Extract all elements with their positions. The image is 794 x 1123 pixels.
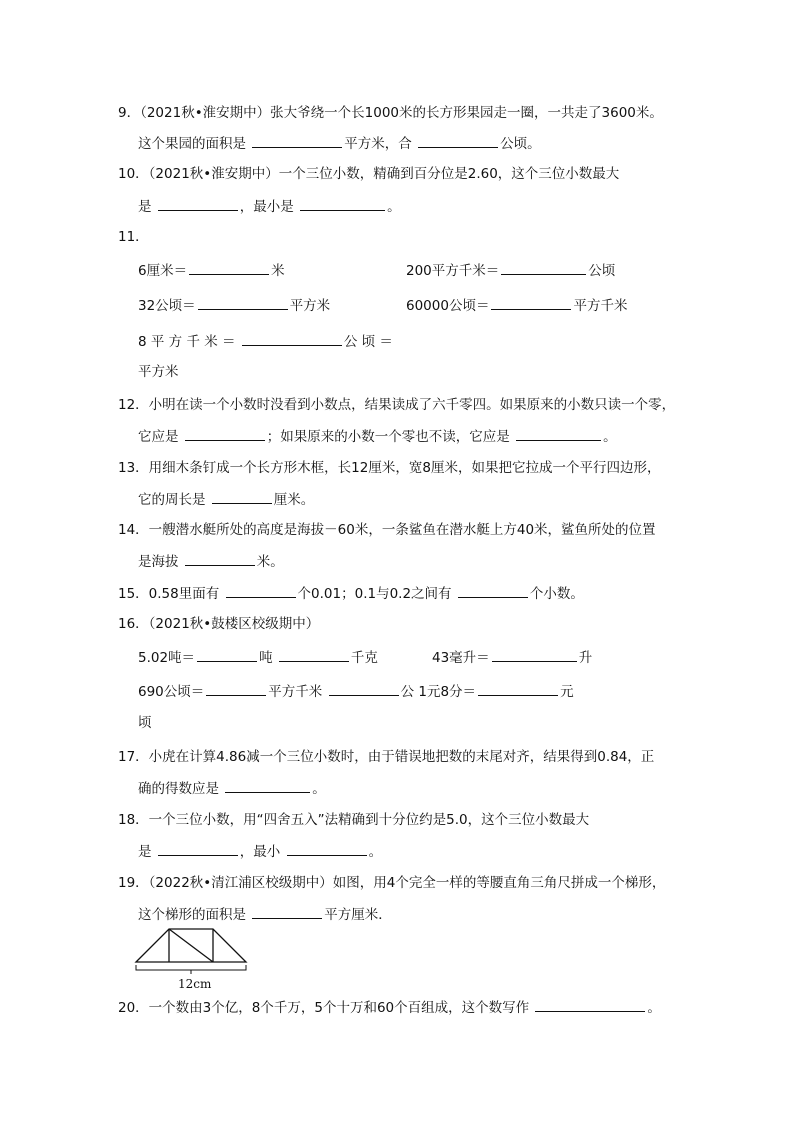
q12-line2: 它应是 ；如果原来的小数一个零也不读，它应是 。 (138, 426, 617, 447)
q17-line1: 17．小虎在计算4.86减一个三位小数时，由于错误地把数的末尾对齐，结果得到0.84，正 (118, 749, 655, 765)
q16-blank-1[interactable] (197, 647, 257, 662)
q9-blank-2[interactable] (418, 133, 498, 148)
q18-line2: 是 ，最小 。 (138, 841, 382, 862)
q16-blank-5[interactable] (329, 681, 399, 696)
q16-row3: 顷 (138, 715, 152, 731)
q11-row4: 平方米 (138, 364, 179, 380)
figure-length-label: 12cm (178, 977, 212, 991)
q17-line2: 确的得数应是 。 (138, 778, 326, 799)
q13-blank[interactable] (212, 489, 272, 504)
q20-line: 20．一个数由3个亿，8个千万，5个十万和60个百组成，这个数写作 。 (118, 997, 661, 1018)
q15-blank-2[interactable] (458, 583, 528, 598)
q10-line2: 是 ，最小是 。 (138, 196, 401, 217)
q18-blank-min[interactable] (287, 841, 367, 856)
q11-blank-2[interactable] (501, 260, 586, 275)
q16-row2: 690公顷＝ 平方千米 公 1元8分＝ 元 (138, 681, 574, 702)
q9-line1: 9．（2021秋•淮安期中）张大爷绕一个长1000米的长方形果园走一圈，一共走了3600米。 (118, 105, 663, 121)
q11-blank-1[interactable] (189, 260, 269, 275)
q12-blank-2[interactable] (516, 426, 601, 441)
q14-blank[interactable] (185, 551, 255, 566)
q19-line2: 这个梯形的面积是 平方厘米． (138, 904, 392, 925)
q16-blank-6[interactable] (478, 681, 558, 696)
q11-row1-right: 200平方千米＝ 公顷 (406, 260, 615, 281)
q18-line1: 18．一个三位小数，用“四舍五入”法精确到十分位约是5.0，这个三位小数最大 (118, 812, 590, 828)
q16-blank-3[interactable] (492, 647, 577, 662)
q13-line2: 它的周长是 厘米。 (138, 489, 314, 510)
trapezoid-figure (130, 926, 260, 994)
q14-line1: 14．一艘潜水艇所处的高度是海拔－60米，一条鲨鱼在潜水艇上方40米，鲨鱼所处的位置 (118, 522, 656, 538)
q11-blank-3[interactable] (198, 295, 288, 310)
q9-blank-1[interactable] (252, 133, 342, 148)
q16-row1-left: 5.02吨＝ 吨 千克 (138, 647, 378, 668)
q19-blank[interactable] (252, 904, 322, 919)
q14-line2: 是海拔 米。 (138, 551, 284, 572)
q15-blank-1[interactable] (226, 583, 296, 598)
q16-line1: 16．（2021秋•鼓楼区校级期中） (118, 616, 320, 632)
q11-blank-5[interactable] (242, 331, 342, 346)
q16-blank-4[interactable] (206, 681, 266, 696)
q11-row3: 8 平 方 千 米 ＝ 公 顷 ＝ (138, 331, 393, 352)
triangle-edge-2 (169, 929, 213, 962)
q20-blank[interactable] (535, 997, 645, 1012)
q13-line1: 13．用细木条钉成一个长方形木框，长12厘米，宽8厘米，如果把它拉成一个平行四边形， (118, 460, 661, 476)
q11-row2-left: 32公顷＝ 平方米 (138, 295, 330, 316)
q9-line2: 这个果园的面积是 平方米，合 公顷。 (138, 133, 541, 154)
q11-blank-4[interactable] (491, 295, 571, 310)
length-brace (136, 965, 246, 974)
q12-blank-1[interactable] (185, 426, 265, 441)
q10-line1: 10．（2021秋•淮安期中）一个三位小数，精确到百分位是2.60，这个三位小数最大 (118, 166, 620, 182)
q17-blank[interactable] (225, 778, 310, 793)
q11-row1-left: 6厘米＝ 米 (138, 260, 285, 281)
q11-number: 11． (118, 229, 149, 245)
q10-blank-min[interactable] (300, 196, 385, 211)
q12-line1: 12．小明在读一个小数时没看到小数点，结果读成了六千零四。如果原来的小数只读一个零， (118, 397, 676, 413)
q15-line: 15．0.58里面有 个0.01；0.1与0.2之间有 个小数。 (118, 583, 584, 604)
q16-row1-right: 43毫升＝ 升 (432, 647, 592, 668)
q18-blank-max[interactable] (158, 841, 238, 856)
q16-blank-2[interactable] (279, 647, 349, 662)
trapezoid-triangles (136, 929, 246, 962)
q10-blank-max[interactable] (158, 196, 238, 211)
q11-row2-right: 60000公顷＝ 平方千米 (406, 295, 627, 316)
q19-line1: 19．（2022秋•清江浦区校级期中）如图，用4个完全一样的等腰直角三角尺拼成一个梯形， (118, 875, 666, 891)
